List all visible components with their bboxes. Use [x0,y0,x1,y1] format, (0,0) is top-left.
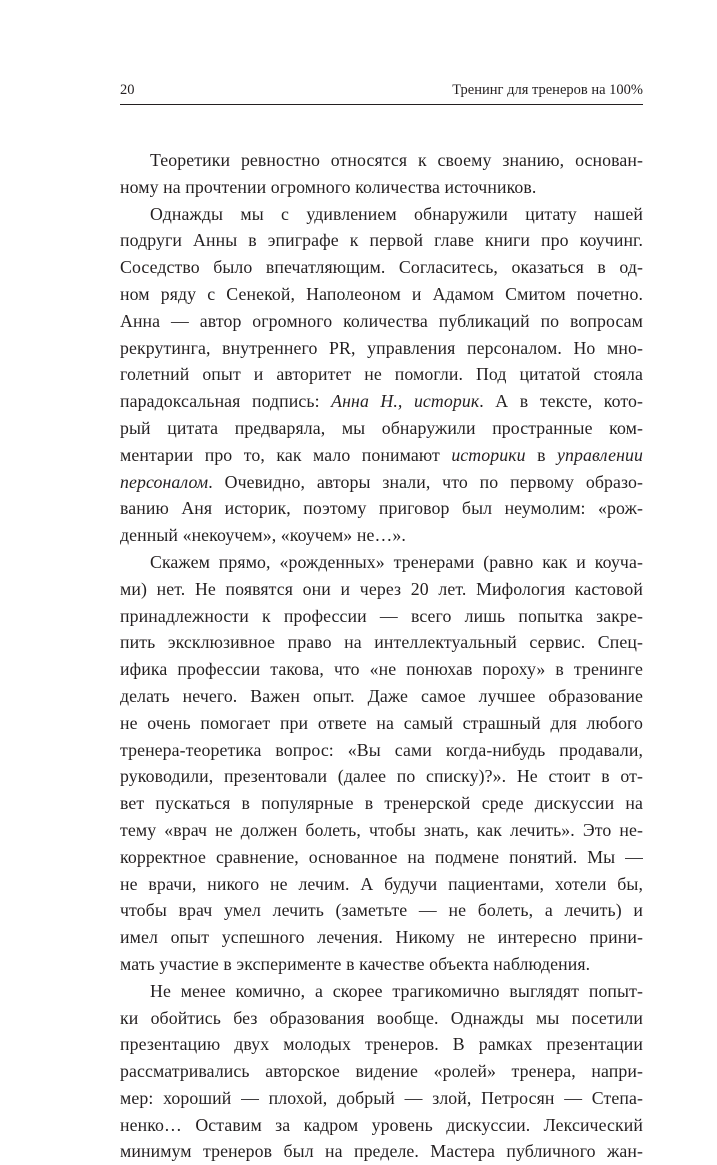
text-line: не врачи, никого не лечим. А будучи пациентами, хотели бы, [120,873,643,894]
text-line: вет пускаться в популярные в тренерской среде дискуссии на [120,793,643,814]
text-run: . А в тексте, кото- [479,391,643,412]
text-line: ненко… Оставим за кадром уровень дискуссии. Лексический [120,1114,643,1135]
text-line: Теоретики ревностно относятся к своему знанию, основан- [150,150,643,170]
text-line: Скажем прямо, «рожденных» тренерами (равно как и коуча- [150,551,643,572]
italic-run: персоналом [120,471,209,492]
text-line: рекрутинга, внутреннего PR, управления персоналом. Но мно- [120,337,643,358]
text-line: подруги Анны в эпиграфе к первой главе книги про коучинг. [120,230,643,251]
text-run: в [525,444,558,465]
text-line [120,388,643,415]
text-line: делать нечего. Важен опыт. Даже самое лучшее образование [120,685,643,706]
text-line: ванию Аня историк, поэтому приговор был неумолим: «рож- [120,498,643,519]
text-line: ифика профессии такова, что «не понюхав пороху» в тренинге [120,659,643,680]
text-line: корректное сравнение, основанное на подмене понятий. Мы — [120,846,643,867]
page-number: 20 [120,82,135,98]
text-line: рый цитата предваряла, мы обнаружили пространные ком- [120,417,643,438]
italic-run: Анна Н., историк [331,391,480,412]
text-line: Анна — автор огромного количества публикаций по вопросам [120,310,643,331]
text-line: рассматривались авторское видение «ролей» тренера, напри- [120,1061,643,1082]
text-line: минимум тренеров был на пределе. Мастера публичного жан- [120,1141,643,1162]
text-line: голетний опыт и авторитет не помогли. Под цитатой стояла [120,364,643,385]
header-rule [120,104,643,105]
text-line [120,442,643,469]
text-run: . Очевидно, авторы знали, что по первому образо- [208,471,643,492]
text-line: Однажды мы с удивлением обнаружили цитату нашей [150,203,643,224]
text-line: ки обойтись без образования вообще. Однажды мы посетили [120,1007,643,1028]
text-line: ном ряду с Сенекой, Наполеоном и Адамом Смитом почетно. [120,283,643,304]
text-run: ментарии про то, как мало понимают [120,444,452,465]
text-line: мать участие в эксперименте в качестве объекта наблюдения. [120,953,591,974]
running-title: Тренинг для тренеров на 100% [452,82,643,98]
italic-run: управлении [557,444,643,465]
body-text [120,147,643,1165]
text-line: тему «врач не должен болеть, чтобы знать, как лечить». Это не- [120,819,643,840]
running-header [120,80,643,100]
text-line [120,469,643,496]
text-run: парадоксальная подпись: [120,391,332,412]
text-line: имел опыт успешного лечения. Никому не интересно прини- [120,927,643,948]
text-line: принадлежности к профессии — всего лишь попытка закре- [120,605,643,626]
text-line: презентацию двух молодых тренеров. В рамках презентации [120,1034,643,1055]
text-line: ному на прочтении огромного количества источников. [120,176,537,197]
text-line: денный «некоучем», «коучем» не…». [120,525,406,546]
text-line: Соседство было впечатляющим. Согласитесь, оказаться в од- [120,257,643,278]
text-line: пить эксклюзивное право на интеллектуальный сервис. Спец- [120,632,643,653]
italic-run: историки [451,444,526,465]
text-line: тренера-теоретика вопрос: «Вы сами когда-нибудь продавали, [120,739,643,760]
text-line: Не менее комично, а скорее трагикомично выглядят попыт- [150,980,643,1001]
text-line: мер: хороший — плохой, добрый — злой, Петросян — Степа- [120,1087,643,1108]
text-line: ми) нет. Не появятся они и через 20 лет. Мифология кастовой [120,578,643,599]
text-line: чтобы врач умел лечить (заметьте — не болеть, а лечить) и [120,900,643,921]
text-line: руководили, презентовали (далее по списку)?». Не стоит в от- [120,766,643,787]
text-line: не очень помогает при ответе на самый страшный для любого [120,712,643,733]
